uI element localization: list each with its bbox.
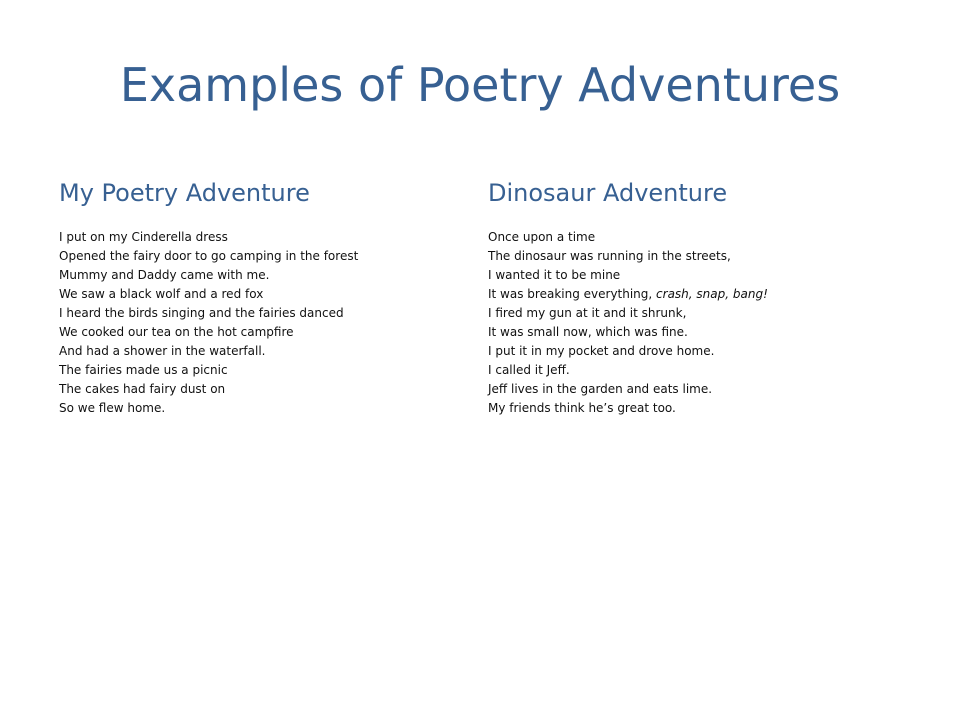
poem-line: I called it Jeff.	[488, 363, 570, 377]
poem-line: It was small now, which was fine.	[488, 325, 688, 339]
poem-line: We saw a black wolf and a red fox	[59, 287, 264, 301]
poem-line: I fired my gun at it and it shrunk,	[488, 306, 687, 320]
poem-line: I put it in my pocket and drove home.	[488, 344, 715, 358]
poem-line: I put on my Cinderella dress	[59, 230, 228, 244]
poem-line: Jeff lives in the garden and eats lime.	[488, 382, 713, 396]
poem-line: The dinosaur was running in the streets,	[488, 249, 731, 263]
poem-line: Once upon a time	[488, 230, 596, 244]
poem-column-left	[59, 176, 459, 418]
poem-body-right	[488, 228, 888, 418]
poem-line: Opened the fairy door to go camping in the forest	[59, 249, 359, 263]
poem-line: Mummy and Daddy came with me.	[59, 268, 270, 282]
poem-line: My friends think he’s great too.	[488, 401, 676, 415]
poem-column-right	[488, 176, 888, 418]
poem-line: The cakes had fairy dust on	[59, 382, 226, 396]
poem-italic-phrase: crash, snap, bang!	[656, 287, 768, 301]
poem-line: I heard the birds singing and the fairies danced	[59, 306, 344, 320]
poem-line-text: It was breaking everything,	[488, 287, 657, 301]
poem-heading-right: Dinosaur Adventure	[488, 179, 728, 207]
poem-line: So we flew home.	[59, 401, 166, 415]
poem-line: The fairies made us a picnic	[59, 363, 228, 377]
poem-line	[488, 285, 888, 304]
poem-line: And had a shower in the waterfall.	[59, 344, 266, 358]
poem-heading-left: My Poetry Adventure	[59, 179, 310, 207]
poem-body-left	[59, 228, 459, 418]
poem-line: I wanted it to be mine	[488, 268, 621, 282]
poem-line: We cooked our tea on the hot campfire	[59, 325, 294, 339]
slide-title: Examples of Poetry Adventures	[119, 58, 841, 112]
